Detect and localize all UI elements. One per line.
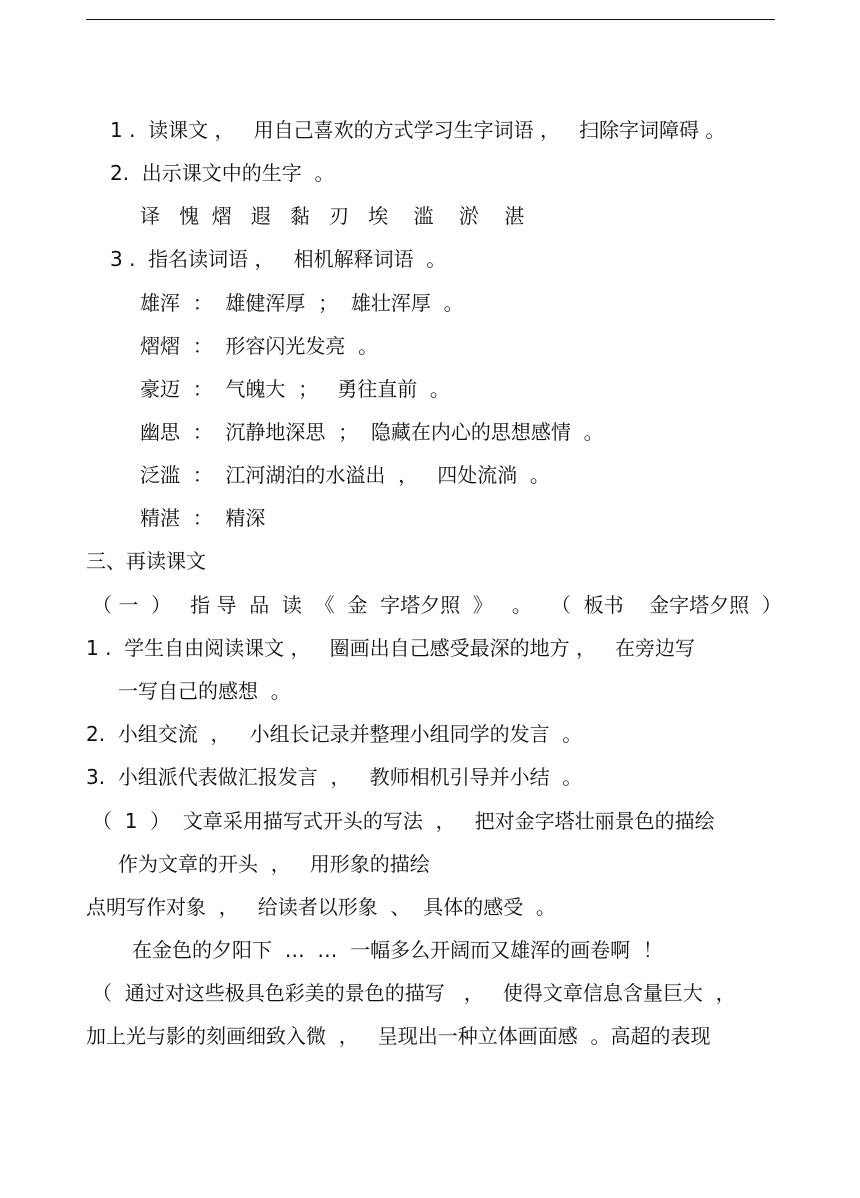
- text-line: 加上光与影的刻画细致入微 ， 呈现出一种立体画面感 。高超的表现: [86, 1024, 711, 1048]
- text-line: 泛滥 ： 江河湖泊的水溢出 ， 四处流淌 。: [140, 463, 550, 487]
- text-line: 3 . 指名读词语 ， 相机解释词语 。: [110, 247, 447, 271]
- text-line: 豪迈 ： 气魄大 ； 勇往直前 。: [140, 377, 450, 401]
- text-line: 精湛 ： 精深: [140, 506, 266, 530]
- text-line: （ 1 ） 文章采用描写式开头的写法 ， 把对金字塔壮丽景色的描绘: [92, 809, 715, 833]
- text-line: 2. 小组交流 ， 小组长记录并整理小组同学的发言 。: [86, 722, 583, 746]
- text-line: 点明写作对象 ， 给读者以形象 、 具体的感受 。: [86, 895, 556, 919]
- text-line: 幽思 ： 沉静地深思 ； 隐藏在内心的思想感情 。: [140, 420, 604, 444]
- text-line: 1 . 读课文 ， 用自己喜欢的方式学习生字词语 ， 扫除字词障碍 。: [110, 118, 726, 142]
- text-line: 一写自己的感想 。: [118, 679, 291, 703]
- text-line: （ 一 ） 指 导 品 读 《 金 字塔夕照 》 。 （ 板书 金字塔夕照 ）: [92, 593, 782, 617]
- text-line: 在金色的夕阳下 … … 一幅多么开阔而又雄浑的画卷啊 ！: [132, 938, 663, 962]
- text-line: 雄浑 ： 雄健浑厚 ； 雄壮浑厚 。: [140, 291, 464, 315]
- text-line: （ 通过对这些极具色彩美的景色的描写 ， 使得文章信息含量巨大 ，: [92, 981, 736, 1005]
- text-line: 作为文章的开头 ， 用形象的描绘: [118, 852, 430, 876]
- text-line: 熠熠 ： 形容闪光发亮 。: [140, 334, 379, 358]
- text-line: 译 愧 熠 遐 黏 刃 埃 滥 淤 湛: [140, 204, 525, 228]
- text-line: 3. 小组派代表做汇报发言 ， 教师相机引导并小结 。: [86, 765, 583, 789]
- header-rule: [86, 19, 775, 20]
- text-line: 1 . 学生自由阅读课文 ， 圈画出自己感受最深的地方 ， 在旁边写: [86, 636, 696, 660]
- section-heading: 三、再读课文: [86, 549, 206, 573]
- text-line: 2. 出示课文中的生字 。: [110, 161, 335, 185]
